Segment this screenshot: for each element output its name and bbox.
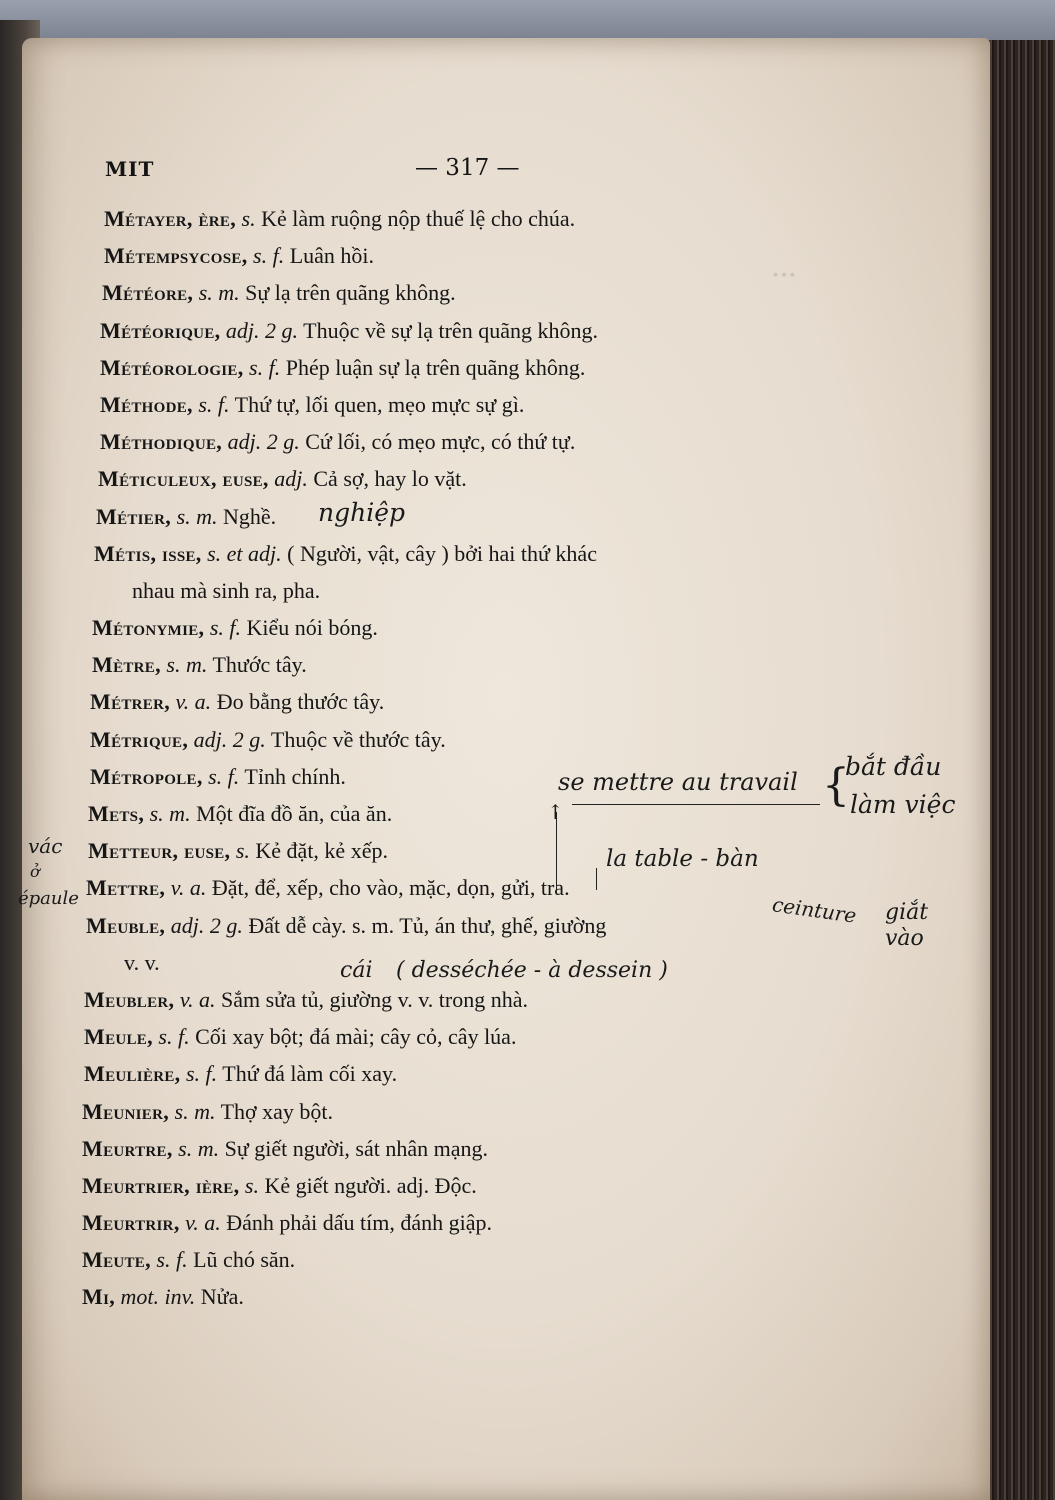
annotation-la-table: la table - bàn [606,846,759,872]
dictionary-entry [92,609,800,646]
headword: Métis, isse, [94,540,202,566]
dictionary-entry [82,1241,800,1278]
dictionary-entry [82,1278,800,1315]
headword: Métropole, [90,763,203,789]
headword: Meuble, [86,912,166,938]
definition: Đánh phải dấu tím, đánh giập. [226,1210,493,1236]
grammar-label: s. m. [166,652,208,678]
dictionary-entry [86,869,800,906]
headword: Meule, [84,1024,153,1050]
headword: Métonymie, [92,615,205,641]
definition: ( Người, vật, cây ) bởi hai thứ khác [287,540,597,566]
grammar-label: v. a. [179,986,216,1012]
grammar-label: adj. 2 g. [227,429,300,455]
headword: Meute, [82,1247,151,1273]
grammar-label: s. m. [198,280,240,306]
grammar-label: s. [244,1172,259,1198]
grammar-label: s. et adj. [207,540,282,566]
dictionary-entry [102,274,800,311]
dictionary-entry [98,460,800,497]
headword: Metteur, euse, [88,838,231,864]
annotation-arrow-short [596,868,597,890]
definition: Kiểu nói bóng. [246,615,378,641]
grammar-label: s. f. [209,615,242,641]
definition: Kẻ đặt, kẻ xếp. [255,838,388,864]
dictionary-entry [104,237,800,274]
grammar-label: adj. 2 g. [225,317,299,343]
definition: Thứ tự, lối quen, mẹo mực sự gì. [234,391,525,417]
annotation-cai: cái [340,958,373,983]
grammar-label: v. a. [175,689,212,715]
headword: Meunier, [82,1098,170,1124]
dictionary-entry [86,907,800,944]
dictionary-entry [100,312,800,349]
grammar-label: adj. 2 g. [193,726,266,752]
entry-list [80,200,800,1316]
grammar-label: s. f. [156,1247,188,1273]
running-head: MIT [105,157,155,181]
dictionary-entry [90,683,800,720]
dictionary-entry [104,200,800,237]
grammar-label: s. [235,838,250,864]
headword: Meurtrir, [82,1210,180,1236]
definition: nhau mà sinh ra, pha. [132,577,321,603]
definition: Luân hồi. [289,243,375,269]
definition: Sự lạ trên quãng không. [245,280,456,306]
annotation-lam-viec: làm việc [850,790,956,819]
page-header [105,155,795,191]
headword: Méticuleux, euse, [98,466,269,492]
definition: Đo bằng thước tây. [216,689,385,715]
dictionary-entry [82,1130,800,1167]
definition: Sự giết người, sát nhân mạng. [224,1135,489,1161]
grammar-label: mot. inv. [120,1284,196,1310]
definition: Thuộc về thước tây. [270,726,446,752]
dictionary-entry [100,386,800,423]
headword: Méthode, [100,391,193,417]
definition: Lũ chó săn. [193,1247,296,1273]
annotation-bracket: { [822,760,850,811]
definition: Thợ xay bột. [220,1098,334,1124]
headword: Meulière, [84,1061,181,1087]
grammar-label: s. f. [186,1061,218,1087]
annotation-ceinture: ceinture [770,892,858,928]
dictionary-entry [84,1018,800,1055]
grammar-label: v. a. [185,1210,221,1236]
grammar-label: s. f. [253,243,285,269]
headword: Méthodique, [100,429,223,455]
definition: Nghề. [223,503,277,529]
headword: Métrique, [90,726,189,752]
dictionary-entry [82,1204,800,1241]
dictionary-entry [94,535,800,572]
grammar-label: s. f. [208,763,240,789]
headword: Mètre, [92,652,161,678]
annotation-vac: vác [28,834,63,858]
definition: Thuộc về sự lạ trên quãng không. [303,317,598,343]
dictionary-entry [92,646,800,683]
annotation-dessechee: ( desséchée - à dessein ) [396,958,668,983]
grammar-label: s. [241,206,256,231]
headword: Mettre, [86,875,166,901]
grammar-label: s. f. [158,1024,190,1050]
grammar-label: s. f. [198,391,230,417]
annotation-arrow-long [556,812,557,894]
definition: v. v. [124,949,160,975]
definition: Một đĩa đồ ăn, của ăn. [196,801,393,826]
page-number: — 317 — [415,155,520,181]
grammar-label: s. m. [174,1098,216,1124]
dictionary-entry [82,1093,800,1130]
definition: Thước tây. [212,652,307,678]
book-page-edges [980,40,1055,1500]
grammar-label: s. m. [178,1135,220,1161]
annotation-nghiep: nghiệp [318,498,405,527]
show-through-text: ▪ ▪ ▪ [773,268,795,283]
headword: Météore, [102,280,194,306]
definition: Kẻ làm ruộng nộp thuế lệ cho chúa. [261,206,576,231]
definition: Sắm sửa tủ, giường v. v. trong nhà. [221,986,528,1012]
dictionary-entry [100,423,800,460]
grammar-label: s. f. [249,354,281,380]
grammar-label: s. m. [176,503,218,529]
headword: Météorologie, [100,354,244,380]
headword: Meurtrier, ière, [82,1172,240,1198]
annotation-underline [572,804,820,805]
annotation-giat-vao: giắt vào [885,900,929,951]
headword: Métier, [96,503,172,529]
definition: Nửa. [200,1284,244,1310]
definition: Đất dễ cày. s. m. Tủ, án thư, ghế, giường [248,912,607,938]
definition: Cứ lối, có mẹo mực, có thứ tự. [305,429,576,455]
definition: Phép luận sự lạ trên quãng không. [285,354,586,380]
headword: Météorique, [100,317,221,343]
dictionary-entry [84,1055,800,1092]
dictionary-entry [84,981,800,1018]
headword: Meurtre, [82,1135,173,1161]
headword: Meubler, [84,986,175,1012]
grammar-label: v. a. [170,875,207,901]
scan-background [0,0,1055,40]
headword: Mi, [82,1284,116,1310]
headword: Métrer, [90,689,171,715]
definition: Tỉnh chính. [244,763,346,789]
annotation-se-mettre: se mettre au travail [558,768,798,796]
definition: Thứ đá làm cối xay. [222,1061,398,1087]
grammar-label: adj. 2 g. [170,912,243,938]
dictionary-entry [88,795,800,832]
headword: Mets, [88,801,145,826]
definition: Cối xay bột; đá mài; cây cỏ, cây lúa. [195,1024,517,1050]
annotation-epaule: épaule [18,888,79,909]
grammar-label: adj. [274,466,308,492]
annotation-bat-dau: bắt đầu [845,752,942,781]
dictionary-entry [82,1167,800,1204]
headword: Métayer, ère, [104,206,237,231]
dictionary-entry [100,349,800,386]
dictionary-entry [90,721,800,758]
arrow-head-icon: ↑ [547,800,564,824]
definition: Đặt, để, xếp, cho vào, mặc, dọn, gửi, tra. [211,875,570,901]
grammar-label: s. m. [149,801,191,826]
annotation-o: ở [30,862,40,881]
definition: Kẻ giết người. adj. Độc. [264,1172,477,1198]
dictionary-entry [94,572,800,609]
definition: Cả sợ, hay lo vặt. [313,466,467,492]
dictionary-entry [96,498,800,535]
headword: Métempsycose, [104,243,248,269]
